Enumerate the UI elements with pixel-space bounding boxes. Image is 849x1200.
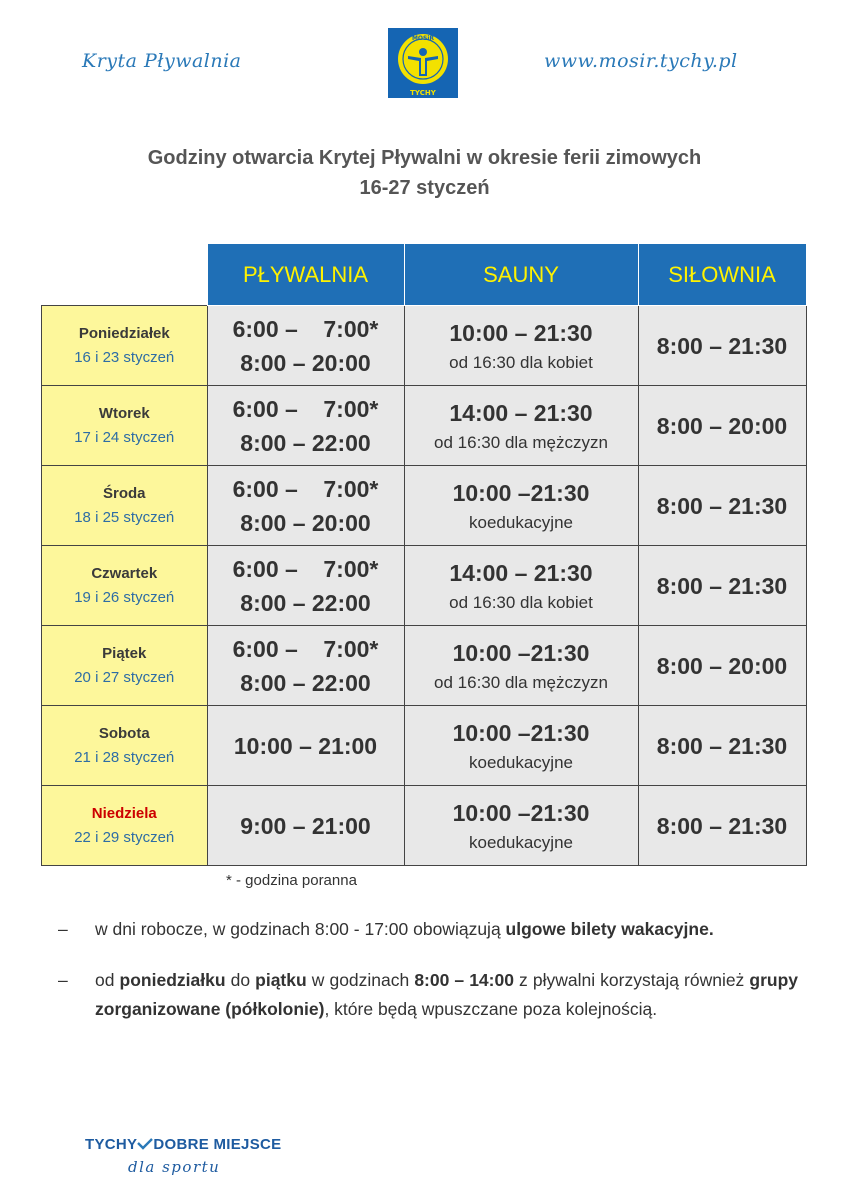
sauna-note: od 16:30 dla mężczyzn bbox=[434, 432, 608, 452]
day-dates: 21 i 28 styczeń bbox=[74, 748, 175, 766]
pool-time-2: 8:00 – 20:00 bbox=[240, 349, 371, 376]
sauna-note: od 16:30 dla mężczyzn bbox=[434, 672, 608, 692]
day-name: Środa bbox=[102, 484, 146, 502]
footnote: * - godzina poranna bbox=[226, 872, 357, 889]
note-item bbox=[58, 915, 798, 944]
dash-bullet: – bbox=[58, 970, 68, 990]
gym-time: 8:00 – 21:30 bbox=[656, 572, 788, 599]
sauna-note: koedukacyjne bbox=[469, 512, 573, 532]
checkmark-icon bbox=[137, 1138, 153, 1150]
pool-time-1: 6:00 – 7:00* bbox=[232, 635, 379, 662]
sauna-note: koedukacyjne bbox=[469, 832, 573, 852]
sauna-cell bbox=[404, 466, 638, 546]
table-row bbox=[42, 386, 807, 466]
header-blank bbox=[42, 244, 208, 306]
note-text: od bbox=[95, 970, 120, 990]
pool-time-1: 10:00 – 21:00 bbox=[233, 732, 378, 759]
day-cell bbox=[42, 386, 208, 466]
sauna-time: 10:00 – 21:30 bbox=[449, 319, 593, 346]
gym-time: 8:00 – 20:00 bbox=[656, 652, 788, 679]
schedule-table bbox=[41, 243, 807, 866]
table-row bbox=[42, 786, 807, 866]
note-item bbox=[58, 966, 798, 1024]
sauna-time: 14:00 – 21:30 bbox=[449, 559, 593, 586]
pool-time-2: 8:00 – 22:00 bbox=[240, 589, 371, 616]
day-name: Poniedziałek bbox=[78, 324, 170, 342]
pool-time-1: 6:00 – 7:00* bbox=[232, 395, 379, 422]
note-bold: piątku bbox=[255, 970, 307, 990]
header-pool: PŁYWALNIA bbox=[207, 244, 404, 306]
note-bold: grupy zorganizowane (półkolonie) bbox=[95, 970, 799, 1019]
gym-time: 8:00 – 20:00 bbox=[656, 412, 788, 439]
table-row bbox=[42, 626, 807, 706]
pool-time-1: 6:00 – 7:00* bbox=[232, 315, 379, 342]
gym-cell bbox=[638, 786, 806, 866]
gym-cell bbox=[638, 306, 806, 386]
dash-bullet: – bbox=[58, 919, 68, 939]
page-title bbox=[0, 143, 849, 203]
pool-time-2: 8:00 – 20:00 bbox=[240, 509, 371, 536]
pool-cell bbox=[207, 546, 404, 626]
gym-time: 8:00 – 21:30 bbox=[656, 332, 788, 359]
logo-top-text: MOSiR bbox=[411, 35, 435, 42]
gym-cell bbox=[638, 386, 806, 466]
day-name: Sobota bbox=[98, 724, 150, 742]
sauna-cell bbox=[404, 306, 638, 386]
header-sauna: SAUNY bbox=[404, 244, 638, 306]
website-link[interactable]: www.mosir.tychy.pl bbox=[544, 50, 738, 72]
sauna-note: od 16:30 dla kobiet bbox=[449, 352, 593, 372]
notes-list bbox=[58, 915, 798, 1046]
sauna-cell bbox=[404, 786, 638, 866]
note-bold: poniedziałku bbox=[119, 970, 226, 990]
table-row bbox=[42, 466, 807, 546]
gym-time: 8:00 – 21:30 bbox=[656, 732, 788, 759]
day-dates: 17 i 24 styczeń bbox=[74, 428, 175, 446]
sauna-time: 10:00 –21:30 bbox=[452, 639, 590, 666]
sauna-cell bbox=[404, 546, 638, 626]
note-text: w dni robocze, w godzinach 8:00 - 17:00 obowiązują bbox=[95, 919, 506, 939]
gym-cell bbox=[638, 546, 806, 626]
sauna-cell bbox=[404, 386, 638, 466]
brand-left-text: Kryta Pływalnia bbox=[82, 50, 242, 72]
day-name: Czwartek bbox=[91, 564, 158, 582]
table-row bbox=[42, 706, 807, 786]
pool-cell bbox=[207, 386, 404, 466]
sauna-cell bbox=[404, 706, 638, 786]
footer-tagline: dla sportu bbox=[128, 1158, 221, 1176]
day-cell bbox=[42, 546, 208, 626]
sauna-note: od 16:30 dla kobiet bbox=[449, 592, 593, 612]
gym-cell bbox=[638, 466, 806, 546]
sauna-time: 10:00 –21:30 bbox=[452, 799, 590, 826]
table-row bbox=[42, 546, 807, 626]
note-text: do bbox=[225, 970, 256, 990]
note-text: w godzinach bbox=[306, 970, 415, 990]
pool-time-1: 9:00 – 21:00 bbox=[240, 812, 371, 839]
pool-time-1: 6:00 – 7:00* bbox=[232, 475, 379, 502]
pool-cell bbox=[207, 466, 404, 546]
sauna-time: 10:00 –21:30 bbox=[452, 479, 590, 506]
day-cell bbox=[42, 306, 208, 386]
gym-cell bbox=[638, 706, 806, 786]
table-header-row bbox=[42, 244, 807, 306]
sauna-note: koedukacyjne bbox=[469, 752, 573, 772]
note-text: , które będą wpuszczane poza kolejnością. bbox=[324, 999, 658, 1019]
day-cell bbox=[42, 626, 208, 706]
table-row bbox=[42, 306, 807, 386]
logo-bottom-text: TYCHY bbox=[410, 89, 436, 97]
title-line-2: 16-27 styczeń bbox=[359, 177, 490, 199]
day-dates: 18 i 25 styczeń bbox=[74, 508, 175, 526]
day-name: Piątek bbox=[102, 644, 147, 662]
sauna-time: 10:00 –21:30 bbox=[452, 719, 590, 746]
pool-cell bbox=[207, 706, 404, 786]
pool-cell bbox=[207, 786, 404, 866]
day-name: Niedziela bbox=[91, 804, 157, 822]
pool-time-2: 8:00 – 22:00 bbox=[240, 669, 371, 696]
header-gym: SIŁOWNIA bbox=[638, 244, 806, 306]
gym-time: 8:00 – 21:30 bbox=[656, 812, 788, 839]
gym-cell bbox=[638, 626, 806, 706]
day-cell bbox=[42, 466, 208, 546]
note-text: z pływalni korzystają również bbox=[513, 970, 750, 990]
mosir-logo bbox=[388, 28, 458, 98]
day-dates: 16 i 23 styczeń bbox=[74, 348, 175, 366]
title-line-1: Godziny otwarcia Krytej Pływalni w okresie ferii zimowych bbox=[147, 147, 702, 169]
day-cell bbox=[42, 786, 208, 866]
day-cell bbox=[42, 706, 208, 786]
pool-cell bbox=[207, 626, 404, 706]
note-bold: 8:00 – 14:00 bbox=[414, 970, 514, 990]
day-dates: 20 i 27 styczeń bbox=[74, 668, 175, 686]
footer-slogan bbox=[85, 1136, 281, 1153]
day-name: Wtorek bbox=[98, 404, 150, 422]
sauna-cell bbox=[404, 626, 638, 706]
day-dates: 19 i 26 styczeń bbox=[74, 588, 175, 606]
pool-cell bbox=[207, 306, 404, 386]
note-bold: ulgowe bilety wakacyjne. bbox=[505, 919, 714, 939]
gym-time: 8:00 – 21:30 bbox=[656, 492, 788, 519]
footer-city: TYCHY bbox=[85, 1136, 138, 1153]
day-dates: 22 i 29 styczeń bbox=[74, 828, 175, 846]
pool-time-1: 6:00 – 7:00* bbox=[232, 555, 379, 582]
sauna-time: 14:00 – 21:30 bbox=[449, 399, 593, 426]
footer-motto: DOBRE MIEJSCE bbox=[153, 1136, 282, 1153]
pool-time-2: 8:00 – 22:00 bbox=[240, 429, 371, 456]
